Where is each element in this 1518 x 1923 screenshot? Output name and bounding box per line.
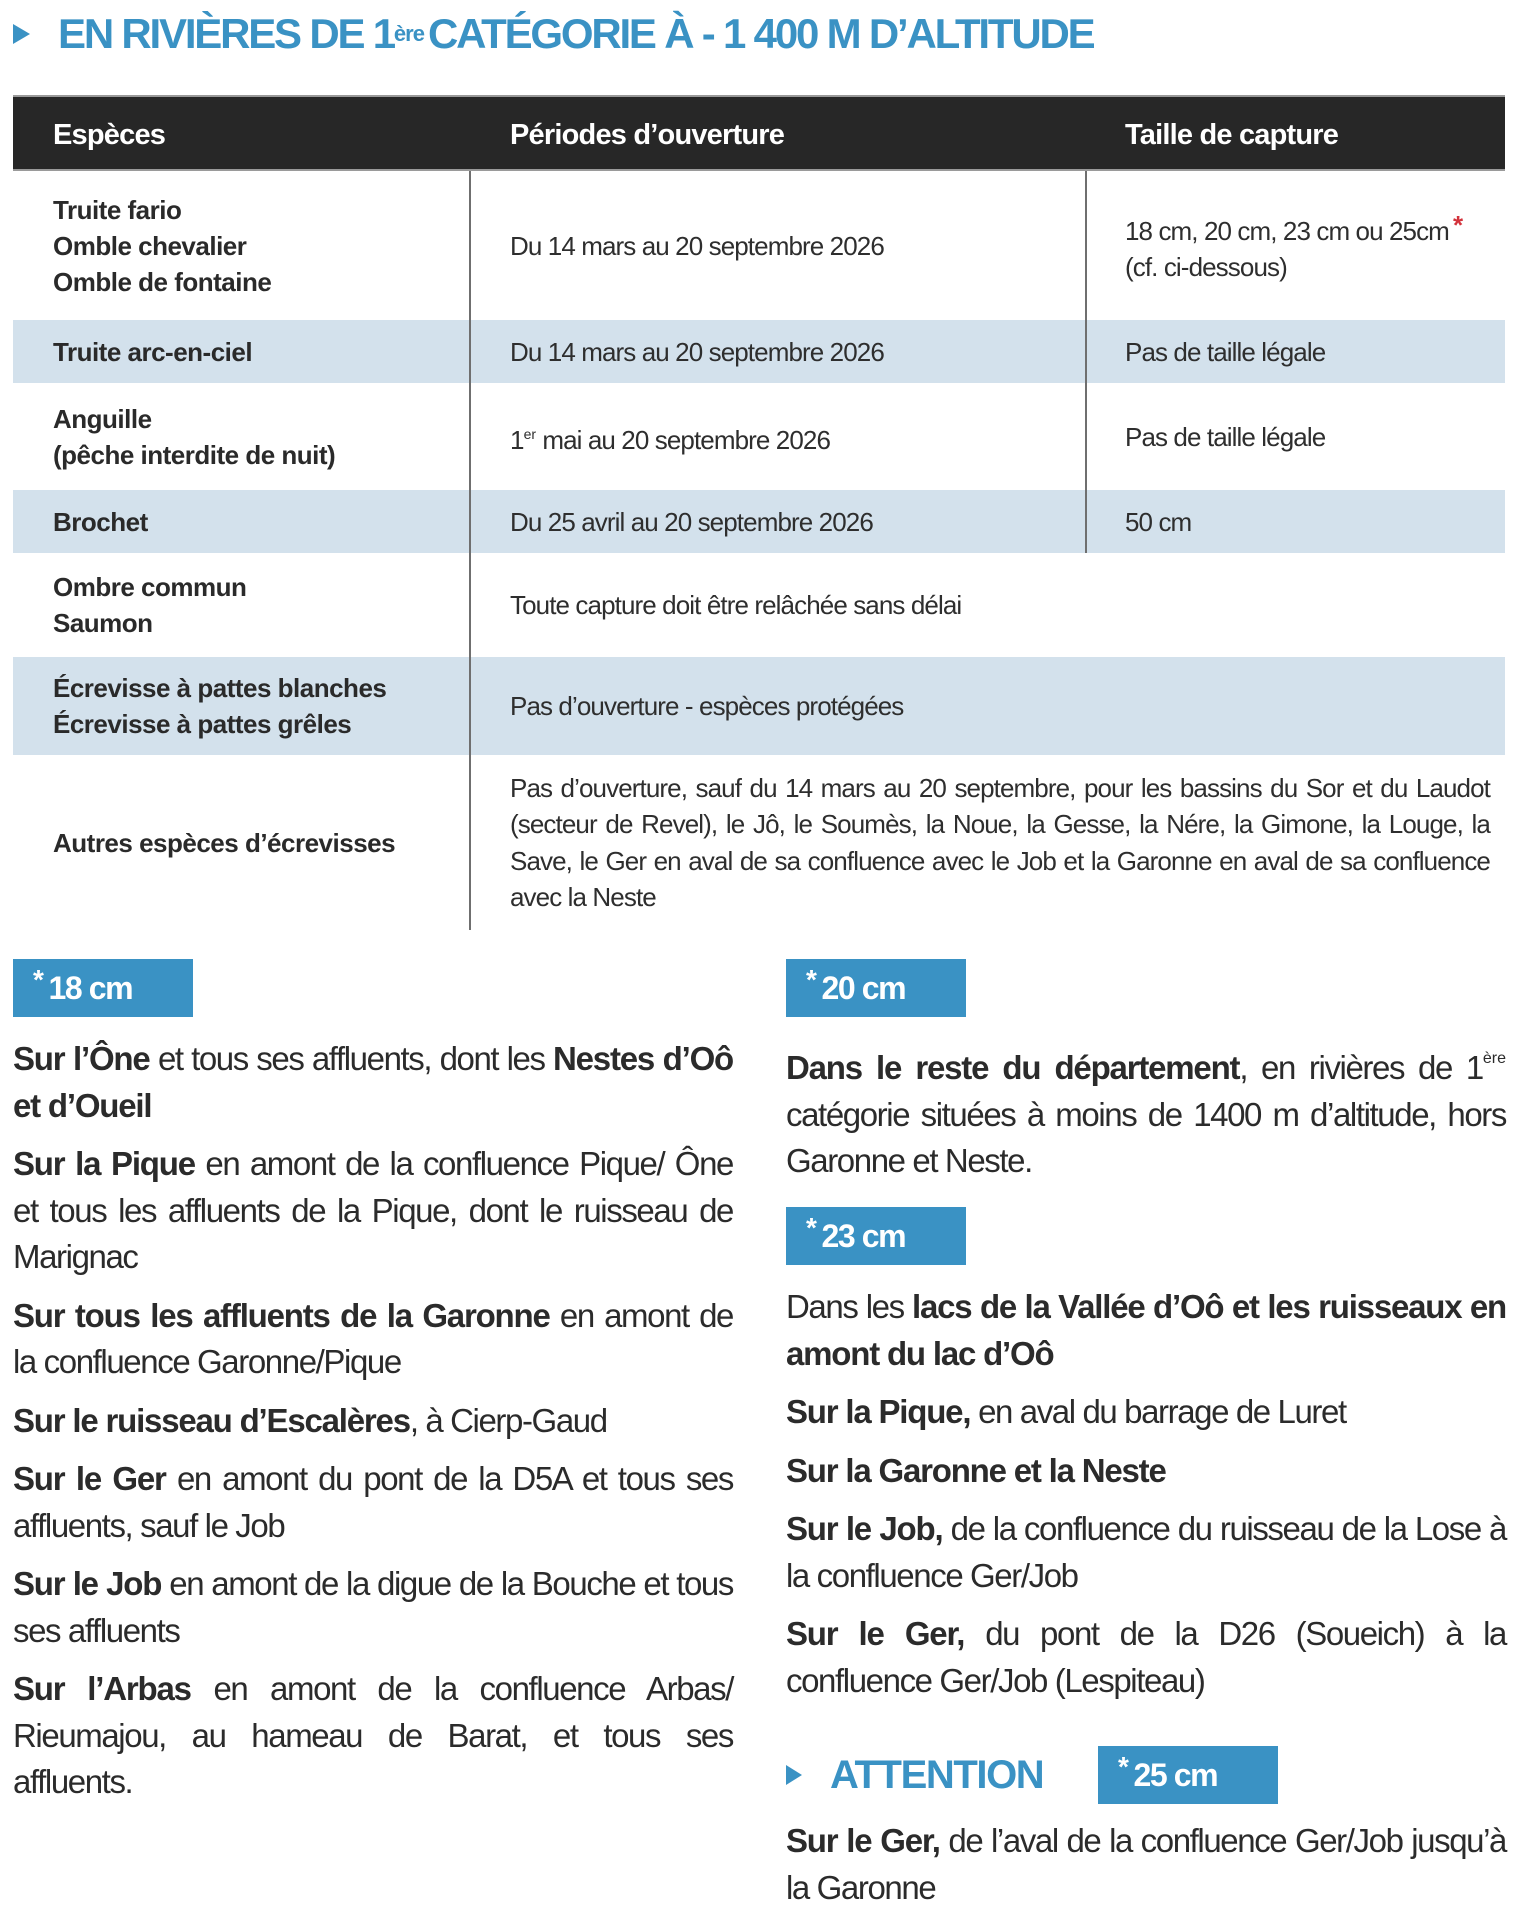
species-cell [53, 553, 463, 657]
table-row [13, 320, 1505, 383]
description-text: en amont de la confluence Arbas/ Rieumajou, au hameau de Barat, et tous ses affluents. [13, 1670, 733, 1800]
list-item [786, 1506, 1506, 1599]
asterisk-icon: * [806, 1212, 816, 1243]
period-cell [510, 490, 1080, 553]
description-text: en amont de la digue de la Bouche et tous ses affluents [13, 1565, 733, 1649]
description-text: de l’aval de la confluence Ger/Job jusqu’à la Garonne [786, 1822, 1506, 1906]
period-cell [510, 171, 1080, 320]
location-name: Sur la Garonne et la Neste [786, 1451, 1166, 1489]
period-day: 1 [510, 424, 524, 455]
triangle-bullet-icon [13, 24, 30, 44]
location-name: Sur tous les affluents de la Garonne [13, 1296, 550, 1334]
header-size: Taille de capture [1125, 119, 1339, 151]
location-name: Sur le Ger, [786, 1822, 940, 1859]
size-cell [1125, 490, 1500, 553]
badge-label: 20 cm [821, 969, 906, 1006]
column-divider [469, 171, 471, 930]
section-25cm-list [786, 1818, 1506, 1923]
triangle-bullet-icon [786, 1765, 802, 1785]
species-cell [53, 657, 463, 755]
table-row [13, 755, 1505, 930]
species-name: Truite fario [53, 194, 182, 225]
column-divider [1085, 171, 1087, 553]
period-text: Du 25 avril au 20 septembre 2026 [510, 506, 873, 537]
size-note: (cf. ci-dessous) [1125, 251, 1287, 282]
list-item [13, 1036, 733, 1129]
location-name: Sur le Ger, [786, 1615, 965, 1652]
list-item [13, 1293, 733, 1386]
location-name: Sur le Job [13, 1565, 162, 1602]
species-name: Écrevisse à pattes blanches [53, 673, 387, 703]
description-text: en amont du pont de la D5A et tous ses affluents, sauf le Job [13, 1460, 733, 1544]
species-name: Anguille [53, 403, 152, 434]
species-name: Saumon [53, 608, 153, 638]
table-row [13, 490, 1505, 553]
period-text: mai au 20 septembre 2026 [536, 424, 831, 455]
species-cell [53, 383, 463, 490]
table-header [13, 95, 1505, 171]
asterisk-icon: * [33, 964, 43, 995]
species-cell [53, 490, 463, 553]
badge-25cm [1098, 1746, 1278, 1804]
list-item [786, 1611, 1506, 1704]
period-cell [510, 553, 1490, 657]
species-cell [53, 755, 463, 930]
size-text: 18 cm, 20 cm, 23 cm ou 25cm [1125, 215, 1449, 246]
title-sup: ère [393, 21, 424, 46]
list-item [786, 1284, 1506, 1377]
species-name: Autres espèces d’écrevisses [53, 827, 396, 858]
period-cell [510, 755, 1490, 930]
list-item [786, 1448, 1506, 1495]
badge-23cm [786, 1207, 966, 1265]
location-name: Sur le Ger [13, 1460, 166, 1497]
list-item [13, 1456, 733, 1549]
location-name: Dans le reste du département [786, 1049, 1240, 1086]
list-item [786, 1818, 1506, 1911]
description-text: en amont de la confluence Pique/ Ône et tous les affluents de la Pique, dont le ruisseau de Marignac [13, 1145, 733, 1275]
badge-18cm [13, 959, 193, 1017]
badge-20cm [786, 959, 966, 1017]
species-name: Omble chevalier [53, 230, 247, 261]
description-text: catégorie situées à moins de 1400 m d’altitude, hors Garonne et Neste. [786, 1095, 1506, 1179]
location-name: Nestes d’Oô et d’Oueil [13, 1040, 733, 1124]
section-18cm-list [13, 1036, 733, 1818]
asterisk-icon: * [806, 964, 816, 995]
asterisk-marker: * [1452, 209, 1463, 240]
section-23cm-list [786, 1284, 1506, 1716]
period-sup: er [523, 425, 537, 442]
period-text: Pas d’ouverture, sauf du 14 mars au 20 septembre, pour les bassins du Sor et du Laudot (secteur de Revel), le Jô, le Soumès, la Noue, la Gesse, la Nére, la Gimone, la Louge, la Save, le Ger en aval de sa confluence avec le Job et la Garonne en aval de sa confluence avec la Neste [510, 772, 1490, 912]
section-title [13, 6, 1093, 62]
species-cell [53, 320, 463, 383]
list-item [13, 1666, 733, 1806]
size-cell [1125, 171, 1500, 320]
list-item [13, 1561, 733, 1654]
table-row [13, 383, 1505, 490]
description-text: de la confluence du ruisseau de la Lose à la confluence Ger/Job [786, 1510, 1506, 1594]
period-cell [510, 383, 1080, 490]
badge-label: 18 cm [48, 969, 133, 1006]
title-prefix: EN RIVIÈRES DE 1 [58, 10, 394, 57]
location-name: Sur la Pique [13, 1145, 195, 1182]
description-text: Dans les [786, 1288, 913, 1325]
asterisk-icon: * [1118, 1751, 1128, 1782]
table-row [13, 171, 1505, 320]
description-text: en amont de la confluence Garonne/Pique [13, 1296, 733, 1380]
attention-label: ATTENTION [830, 1752, 1044, 1797]
location-name: Sur le Job, [786, 1510, 943, 1547]
location-name: Sur l’Ône [13, 1040, 150, 1077]
period-cell [510, 320, 1080, 383]
location-name: lacs de la Vallée d’Oô et les ruisseaux en amont du lac d’Oô [786, 1288, 1506, 1372]
period-text: Pas d’ouverture - espèces protégées [510, 691, 904, 721]
description-text: , en rivières de 1 [1239, 1049, 1483, 1086]
location-name: Sur le ruisseau d’Escalères [13, 1401, 410, 1439]
attention-heading [786, 1746, 1043, 1804]
header-periods: Périodes d’ouverture [510, 119, 785, 151]
species-note: (pêche interdite de nuit) [53, 439, 336, 470]
title-suffix: CATÉGORIE À - 1 400 M D’ALTITUDE [427, 10, 1094, 57]
species-name: Truite arc-en-ciel [53, 336, 253, 367]
size-cell [1125, 320, 1500, 383]
list-item [786, 1389, 1506, 1436]
badge-label: 25 cm [1133, 1756, 1218, 1793]
period-cell [510, 657, 1490, 755]
size-text: 50 cm [1125, 506, 1192, 537]
period-text: Toute capture doit être relâchée sans délai [510, 590, 962, 620]
size-text: Pas de taille légale [1125, 421, 1326, 452]
size-text: Pas de taille légale [1125, 336, 1326, 367]
species-name: Brochet [53, 506, 148, 537]
period-text: Du 14 mars au 20 septembre 2026 [510, 336, 884, 367]
species-name: Omble de fontaine [53, 266, 272, 297]
description-text: en aval du barrage de Luret [970, 1393, 1346, 1430]
species-name: Ombre commun [53, 572, 247, 602]
species-name: Écrevisse à pattes grêles [53, 709, 352, 739]
header-species: Espèces [53, 119, 166, 151]
location-name: Sur la Pique, [786, 1393, 971, 1430]
list-item [13, 1141, 733, 1281]
description-text: du pont de la D26 (Soueich) à la confluence Ger/Job (Lespiteau) [786, 1615, 1506, 1699]
section-20cm-list [786, 1036, 1506, 1197]
size-cell [1125, 383, 1500, 490]
list-item [13, 1398, 733, 1445]
species-cell [53, 171, 463, 320]
period-text: Du 14 mars au 20 septembre 2026 [510, 230, 884, 261]
table-row [13, 657, 1505, 755]
ordinal-sup: ère [1482, 1050, 1506, 1067]
regulations-table [13, 95, 1505, 930]
list-item [786, 1036, 1506, 1185]
location-name: Sur l’Arbas [13, 1670, 191, 1707]
description-text: , à Cierp-Gaud [409, 1401, 607, 1439]
table-row [13, 553, 1505, 657]
badge-label: 23 cm [821, 1217, 906, 1254]
description-text: et tous ses affluents, dont les [149, 1040, 553, 1077]
